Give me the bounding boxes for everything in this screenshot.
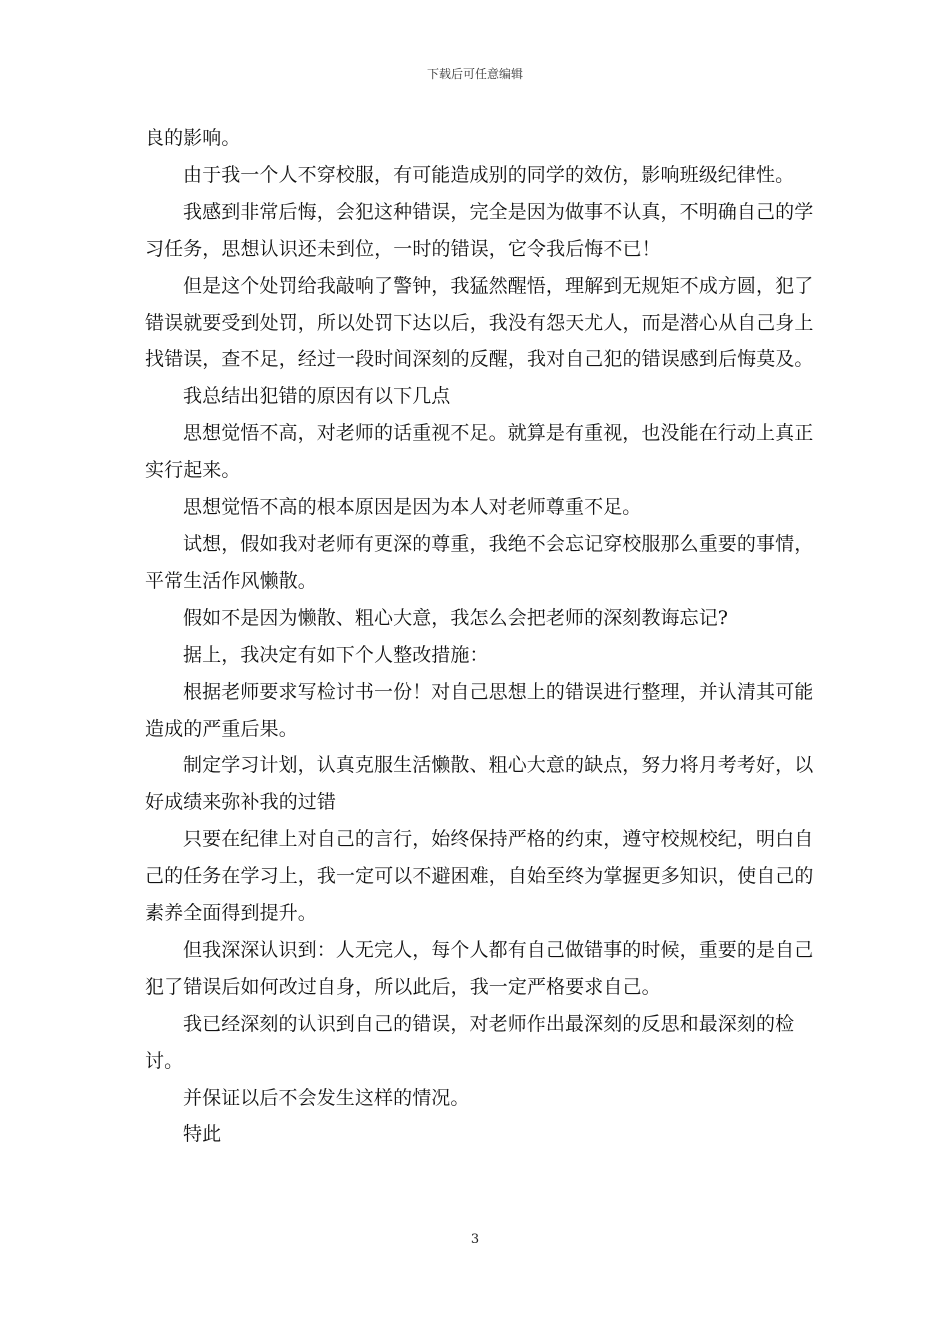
paragraph-11: 根据老师要求写检讨书一份！对自己思想上的错误进行整理，并认清其可能造成的严重后果。 (145, 680, 814, 740)
page-header: 下载后可任意编辑 (426, 67, 523, 81)
paragraph-10: 据上，我决定有如下个人整改措施： (183, 643, 489, 666)
paragraph-3: 我感到非常后悔，会犯这种错误，完全是因为做事不认真，不明确自己的学习任务，思想认识还未到位，一时的错误，它令我后悔不已！ (145, 200, 814, 260)
paragraph-1: 良的影响。 (145, 127, 241, 149)
paragraph-16: 并保证以后不会发生这样的情况。 (183, 1086, 470, 1109)
paragraph-7: 思想觉悟不高的根本原因是因为本人对老师尊重不足。 (183, 496, 642, 519)
paragraph-14: 但我深深认识到：人无完人，每个人都有自己做错事的时候，重要的是自己犯了错误后如何改过自身，所以此后，我一定严格要求自己。 (145, 938, 814, 998)
paragraph-13: 只要在纪律上对自己的言行，始终保持严格的约束，遵守校规校纪，明白自己的任务在学习上，我一定可以不避困难，自始至终为掌握更多知识，使自己的素养全面得到提升。 (145, 828, 814, 925)
paragraph-8: 试想，假如我对老师有更深的尊重，我绝不会忘记穿校服那么重要的事情，平常生活作风懒散。 (145, 532, 814, 592)
paragraph-12: 制定学习计划，认真克服生活懒散、粗心大意的缺点，努力将月考考好，以好成绩来弥补我的过错 (145, 754, 814, 814)
paragraph-5: 我总结出犯错的原因有以下几点 (183, 385, 451, 408)
page-number: 3 (470, 1232, 480, 1247)
paragraph-9: 假如不是因为懒散、粗心大意，我怎么会把老师的深刻教诲忘记? (183, 606, 729, 629)
paragraph-17: 特此 (183, 1123, 222, 1146)
paragraph-4: 但是这个处罚给我敲响了警钟，我猛然醒悟，理解到无规矩不成方圆，犯了错误就要受到处罚，所以处罚下达以后，我没有怨天尤人，而是潜心从自己身上找错误，查不足，经过一段时间深刻的反醒，我对自己犯的错误感到后悔莫及。 (145, 274, 814, 371)
paragraph-2: 由于我一个人不穿校服，有可能造成别的同学的效仿，影响班级纪律性。 (183, 163, 795, 186)
document-body (145, 120, 817, 1153)
paragraph-6: 思想觉悟不高，对老师的话重视不足。就算是有重视，也没能在行动上真正实行起来。 (145, 422, 814, 482)
paragraph-15: 我已经深刻的认识到自己的错误，对老师作出最深刻的反思和最深刻的检讨。 (145, 1012, 795, 1072)
